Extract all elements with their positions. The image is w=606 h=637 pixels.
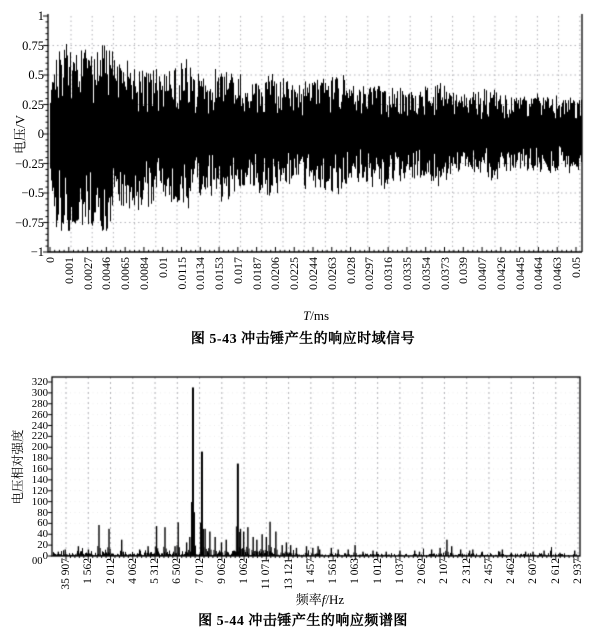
fig2-x-tick-label: 2 607 xyxy=(527,558,540,584)
fig1-x-tick-label: 0.0407 xyxy=(475,257,490,290)
fig1-x-axis-label xyxy=(266,308,366,324)
fig1-y-tick-label: −1 xyxy=(30,245,44,259)
fig2-y-tick-label: 200 xyxy=(31,441,48,454)
fig2-x-tick-label: 2 457 xyxy=(482,558,495,584)
fig2-x-tick-label: 2 312 xyxy=(460,558,473,584)
fig2-x-axis-label xyxy=(260,589,380,608)
fig2-y-tick-label: 300 xyxy=(31,386,48,399)
fig1-x-tick-label: 0.01 xyxy=(155,257,170,278)
fig2-x-tick-label: 9 062 xyxy=(215,558,228,584)
fig1-x-tick-label: 0.0206 xyxy=(268,257,283,290)
fig1-x-tick-label: 0.0153 xyxy=(212,257,227,290)
fig2-y-tick-label: 20 xyxy=(37,539,48,552)
fig1-x-tick-label: 0.0316 xyxy=(381,257,396,290)
fig2-caption: 图 5-44 冲击锤产生的响应频谱图 xyxy=(198,614,408,629)
fig1-x-tick-label: 0.0373 xyxy=(437,257,452,290)
fig1-x-tick-label: 0.0225 xyxy=(287,257,302,290)
fig2-x-tick-label: 1 561 xyxy=(327,558,340,584)
fig2-y-tick-label: 180 xyxy=(31,452,48,465)
fig2-x-tick-label: 1 457 xyxy=(304,558,317,584)
fig1-x-tick-label: 0.0027 xyxy=(80,257,95,290)
fig2-x-axis-prefix: 频率 xyxy=(295,592,322,607)
fig2-x-tick-label: 1 562 xyxy=(82,558,95,584)
fig2-x-tick-label: 2 107 xyxy=(438,558,451,584)
fig2-y-tick-label: 60 xyxy=(37,517,48,530)
fig2-x-tick-label: 11 071 xyxy=(260,558,273,590)
fig2-x-axis-unit: /Hz xyxy=(325,592,345,607)
fig2-x-tick-label: 6 502 xyxy=(171,558,184,584)
fig2-y-tick-label: 160 xyxy=(31,463,48,475)
fig2-x-tick-label: 7 012 xyxy=(193,558,206,584)
fig1-x-axis-symbol: T xyxy=(302,308,311,323)
fig2-y-tick-label: 280 xyxy=(31,397,48,410)
fig1-x-tick-label: 0.0354 xyxy=(418,257,433,290)
fig1-x-axis-unit: /ms xyxy=(310,308,330,323)
fig1-x-tick-label: 0.0445 xyxy=(512,257,527,290)
fig1-y-axis-label xyxy=(13,100,28,170)
fig1-y-tick-label: 0 xyxy=(37,127,44,141)
fig1-x-tick-label: 0.0244 xyxy=(306,257,320,290)
fig1-x-tick-label: 0.0065 xyxy=(118,257,133,290)
fig2-y-tick-label: 220 xyxy=(31,430,48,443)
fig2-y-tick-label: 100 xyxy=(31,495,48,508)
fig2-x-tick-label: 1 062 xyxy=(238,558,251,584)
fig2-y-axis-label xyxy=(11,419,25,515)
fig2-x-tick-label: 2 937 xyxy=(572,558,584,584)
fig1-x-tick-label: 0.0335 xyxy=(399,257,414,290)
fig2-y-tick-label: 260 xyxy=(31,408,48,421)
fig1-x-tick-label: 0.0464 xyxy=(531,257,546,290)
fig1-y-tick-label: 1 xyxy=(37,9,44,23)
fig1-x-tick-label: 0.0134 xyxy=(193,257,208,290)
fig1-y-tick-label: 0.25 xyxy=(22,97,44,112)
fig1-x-tick-label: 0.028 xyxy=(343,257,358,284)
fig2-x-tick-label: 5 312 xyxy=(149,558,162,584)
fig1-x-tick-label: 0.0084 xyxy=(136,257,151,290)
fig2-x-tick-label: 2 462 xyxy=(505,558,518,584)
fig1-y-tick-label: 0.75 xyxy=(22,38,44,53)
fig2-y-tick-label: 120 xyxy=(31,484,48,497)
fig2-x-tick-label: 13 121 xyxy=(282,558,295,590)
fig1-x-tick-label: 0.001 xyxy=(61,257,76,284)
fig2-x-tick-label: 35 907 xyxy=(60,558,72,590)
fig2-y-tick-label: 40 xyxy=(37,528,48,541)
fig1-x-tick-label: 0.0263 xyxy=(324,257,339,290)
fig2-x-tick-label: 2 612 xyxy=(549,558,562,584)
fig2-y-tick-label: 320 xyxy=(31,376,48,388)
fig2-x-tick-label: 1 012 xyxy=(371,558,384,584)
fig2-x-tick-label: 4 062 xyxy=(126,558,139,584)
fig2-x-axis-symbol: f xyxy=(321,592,326,607)
fig1-x-tick-label: 0.05 xyxy=(569,257,583,278)
fig1-x-tick-label: 0.0463 xyxy=(550,257,565,290)
fig1-y-axis-label-text: 电压/V xyxy=(12,115,28,155)
fig1-x-tick-label: 0.017 xyxy=(230,257,245,284)
fig2-y-tick-label: 240 xyxy=(31,419,48,432)
fig1-x-tick-label: 0.0297 xyxy=(362,257,377,290)
fig1-x-tick-label: 0.0426 xyxy=(493,257,508,290)
fig2-x-tick-label: 1 063 xyxy=(349,558,362,584)
fig1-caption: 图 5-43 冲击锤产生的响应时域信号 xyxy=(190,332,416,347)
fig1-y-tick-label: −0.5 xyxy=(21,186,44,200)
fig2-y-tick-label: 0 xyxy=(42,550,48,562)
fig1-x-tick-label: 0 xyxy=(43,257,57,263)
fig1-x-tick-label: 0.039 xyxy=(456,257,471,284)
fig1-y-tick-label: −0.75 xyxy=(15,215,44,230)
fig1-x-tick-label: 0.0046 xyxy=(99,257,114,290)
fig2-x-tick-label: 2 012 xyxy=(104,558,117,584)
fig2-x-tick-label: 2 062 xyxy=(416,558,429,584)
fig2-y-tick-label: 80 xyxy=(37,506,48,519)
fig1-y-tick-label: 0.5 xyxy=(28,68,44,82)
fig1-x-tick-label: 0.0115 xyxy=(174,257,189,290)
fig2-x-tick-label: 1 037 xyxy=(393,558,406,584)
fig1-y-tick-label: −0.25 xyxy=(15,156,44,171)
fig1-x-tick-label: 0.0187 xyxy=(249,257,264,290)
time-domain-waveform-canvas xyxy=(42,10,586,260)
fig2-y-tick-label: 140 xyxy=(31,473,48,486)
fig2-origin-label: 00 xyxy=(32,556,43,567)
fig2-y-axis-label-text: 电压相对强度 xyxy=(11,429,25,505)
frequency-spectrum-canvas xyxy=(46,374,594,564)
